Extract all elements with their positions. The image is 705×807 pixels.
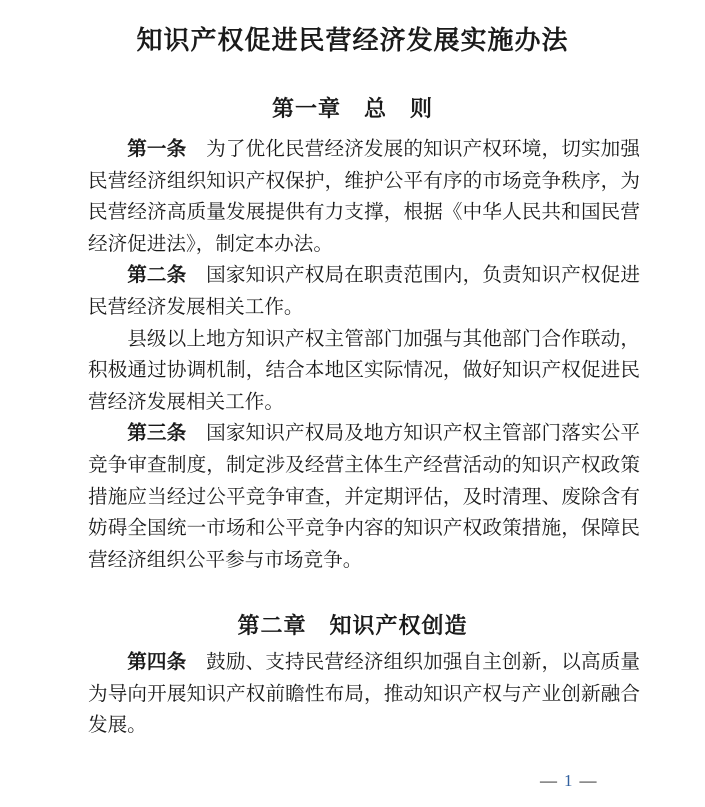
article-2-subparagraph-text: 县级以上地方知识产权主管部门加强与其他部门合作联动，积极通过协调机制，结合本地区实际情况，做好知识产权促进民营经济发展相关工作。 xyxy=(88,328,640,413)
article-3-paragraph xyxy=(88,418,640,576)
chapter-2-body xyxy=(88,647,640,742)
article-2-paragraph xyxy=(88,260,640,323)
chapter-2-heading: 第二章 知识产权创造 xyxy=(237,613,468,638)
article-4-number: 第四条 xyxy=(127,652,187,673)
document-title: 知识产权促进民营经济发展实施办法 xyxy=(136,26,569,55)
page-number-dash-right: — xyxy=(579,771,597,790)
chapter-1-heading: 第一章 总 则 xyxy=(271,96,433,121)
article-1-text: 为了优化民营经济发展的知识产权环境，切实加强民营经济组织知识产权保护，维护公平有序的市场竞争秩序，为民营经济高质量发展提供有力支撑，根据《中华人民共和国民营经济促进法》，制定本办法。 xyxy=(88,139,641,255)
page-number xyxy=(540,770,597,792)
article-3-number: 第三条 xyxy=(127,423,187,445)
page-number-dash-left: — xyxy=(540,771,557,790)
page-number-value: 1 xyxy=(564,771,573,790)
article-1-paragraph xyxy=(88,134,640,260)
article-4-text: 鼓励、支持民营经济组织加强自主创新，以高质量为导向开展知识产权前瞻性布局，推动知识产权与产业创新融合发展。 xyxy=(88,652,641,737)
article-2-number: 第二条 xyxy=(127,265,187,287)
article-1-number: 第一条 xyxy=(127,139,187,160)
article-2-subparagraph xyxy=(88,324,640,419)
article-3-text: 国家知识产权局及地方知识产权主管部门落实公平竞争审查制度，制定涉及经营主体生产经营活动的知识产权政策措施应当经过公平竞争审查，并定期评估，及时清理、废除含有妨碍全国统一市场和公平竞争内容的知识产权政策措施，保障民营经济组织公平参与市场竞争。 xyxy=(88,423,641,571)
article-4-paragraph xyxy=(88,647,640,742)
chapter-1-body xyxy=(88,134,640,576)
article-2-text: 国家知识产权局在职责范围内，负责知识产权促进民营经济发展相关工作。 xyxy=(88,265,641,318)
